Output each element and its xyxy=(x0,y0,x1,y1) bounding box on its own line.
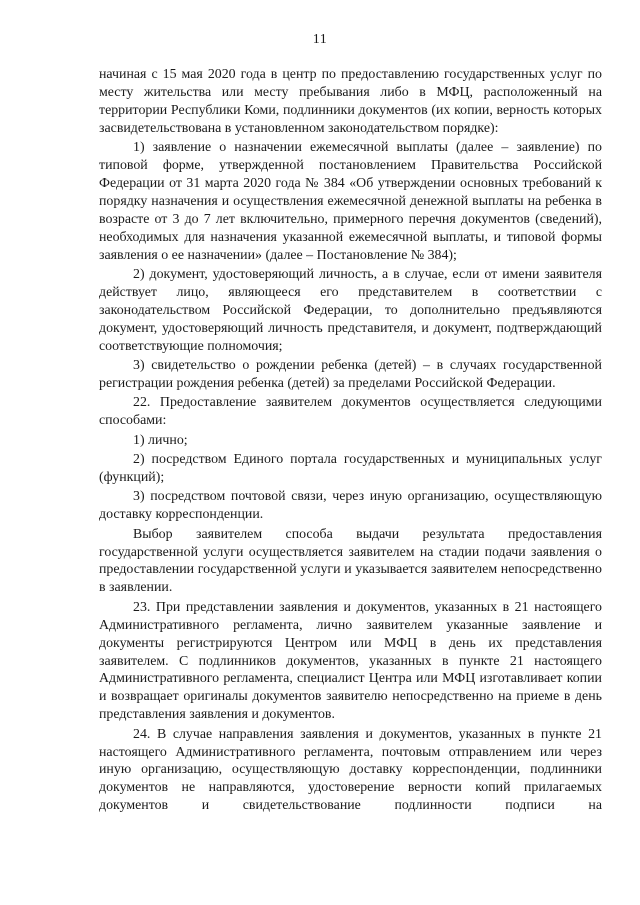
paragraph-clause-23: 23. При представлении заявления и документов, указанных в 21 настоящего Административного регламента, лично заявителем указанные заявление и документы регистрируются Центром или МФЦ в день их представления заявителем. С подлинников документов, указанных в пункте 21 настоящего Административного регламента, специалист Центра или МФЦ изготавливает копии и возвращает оригиналы документов заявителю непосредственно на приеме в день представления заявления и документов. xyxy=(99,599,602,723)
paragraph-clause-24: 24. В случае направления заявления и документов, указанных в пункте 21 настоящего Административного регламента, почтовым отправлением или через иную организацию, осуществляющую доставку корреспонденции, подлинники документов не направляются, удостоверение верности копий прилагаемых документов и свидетельствование подлинности подписи на xyxy=(99,726,602,814)
document-body xyxy=(99,66,602,817)
paragraph-item-1-application: 1) заявление о назначении ежемесячной выплаты (далее – заявление) по типовой форме, утвержденной постановлением Правительства Российской Федерации от 31 марта 2020 года № 384 «Об утверждении основных требований к порядку назначения и осуществления ежемесячной денежной выплаты на ребенка в возрасте от 3 до 7 лет включительно, примерного перечня документов (сведений), необходимых для назначения указанной ежемесячной выплаты, и типовой формы заявления о ее назначении» (далее – Постановление № 384); xyxy=(99,140,602,263)
paragraph-clause-22: 22. Предоставление заявителем документов осуществляется следующими способами: xyxy=(99,395,602,429)
paragraph-delivery-choice: Выбор заявителем способа выдачи результата предоставления государственной услуги осуществляется заявителем на стадии подачи заявления о предоставлении государственной услуги и указывается заявителем непосредственно в заявлении. xyxy=(99,526,602,596)
paragraph-method-2-portal: 2) посредством Единого портала государственных и муниципальных услуг (функций); xyxy=(99,452,602,485)
paragraph-intro: начиная с 15 мая 2020 года в центр по предоставлению государственных услуг по месту жительства или месту пребывания либо в МФЦ, расположенный на территории Республики Коми, подлинники документов (их копии, верность которых засвидетельствована в установленном законодательством порядке): xyxy=(99,67,602,136)
paragraph-method-3-post: 3) посредством почтовой связи, через иную организацию, осуществляющую доставку корреспонденции. xyxy=(99,489,602,523)
paragraph-item-2-identity-document: 2) документ, удостоверяющий личность, а в случае, если от имени заявителя действует лицо, являющееся его представителем в соответствии с законодательством Российской Федерации, то дополнительно предъявляются документ, удостоверяющий личность представителя, и документ, подтверждающий соответствующие полномочия; xyxy=(99,266,602,354)
paragraph-item-3-birth-certificate: 3) свидетельство о рождении ребенка (детей) – в случаях государственной регистрации рождения ребенка (детей) за пределами Российской Федерации. xyxy=(99,358,602,391)
paragraph-method-1-in-person: 1) лично; xyxy=(133,432,188,448)
page-number: 11 xyxy=(312,32,328,47)
